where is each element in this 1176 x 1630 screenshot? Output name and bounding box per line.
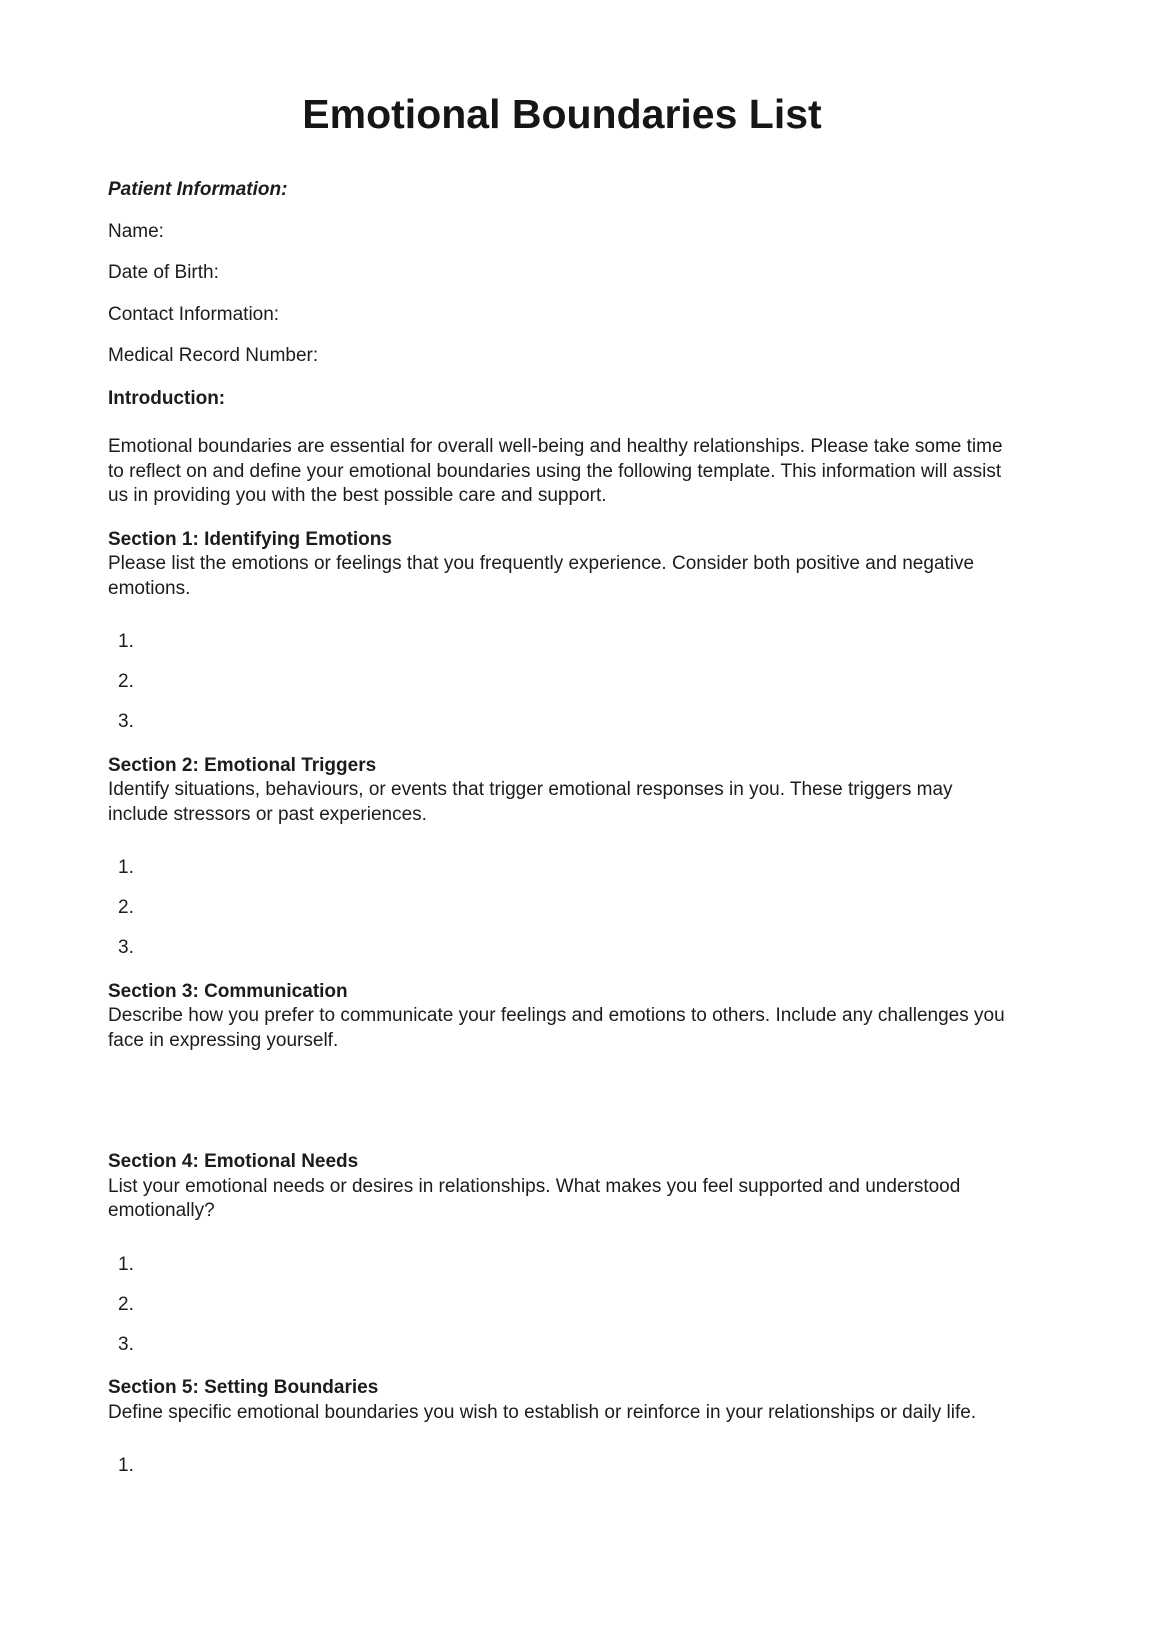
section-description: Define specific emotional boundaries you wish to establish or reinforce in your relationships or daily life. (108, 1401, 977, 1423)
section-description: Identify situations, behaviours, or events that trigger emotional responses in you. These triggers may include stressors or past experiences. (108, 779, 953, 825)
section-description: List your emotional needs or desires in relationships. What makes you feel supported and understood emotionally? (108, 1175, 961, 1221)
introduction-body: Emotional boundaries are essential for overall well-being and healthy relationships. Please take some time to reflect on and define your emotional boundaries using the following template. This information will assist us in providing you with the best possible care and support. (108, 436, 1003, 506)
numbered-list (108, 1253, 1016, 1358)
section-4-emotional-needs (108, 1150, 1016, 1357)
list-item: 1. (118, 631, 134, 652)
section-description: Please list the emotions or feelings that you frequently experience. Consider both positive and negative emotions. (108, 553, 975, 599)
list-item: 3. (118, 711, 134, 732)
section-5-setting-boundaries (108, 1376, 1016, 1479)
list-item: 2. (118, 897, 134, 918)
list-item: 2. (118, 1293, 134, 1315)
numbered-list (108, 630, 1016, 735)
page-title: Emotional Boundaries List (302, 91, 822, 137)
section-heading: Section 1: Identifying Emotions (108, 528, 392, 550)
list-item: 1. (118, 857, 134, 878)
list-item: 3. (118, 1333, 134, 1355)
patient-field-medical-record-number: Medical Record Number: (108, 345, 319, 366)
blank-answer-space (108, 1053, 1016, 1131)
list-item: 1. (118, 1455, 134, 1476)
numbered-list (108, 1454, 1016, 1479)
section-3-communication (108, 980, 1016, 1132)
section-1-identifying-emotions (108, 528, 1016, 735)
patient-field-contact-information: Contact Information: (108, 303, 280, 325)
list-item: 2. (118, 671, 134, 692)
section-heading: Section 5: Setting Boundaries (108, 1377, 379, 1398)
patient-field-date-of-birth: Date of Birth: (108, 262, 219, 283)
patient-field-name: Name: (108, 220, 164, 242)
section-heading: Section 4: Emotional Needs (108, 1151, 359, 1172)
patient-information-heading: Patient Information: (108, 179, 288, 200)
introduction-heading: Introduction: (108, 387, 226, 409)
section-2-emotional-triggers (108, 754, 1016, 961)
section-heading: Section 2: Emotional Triggers (108, 754, 377, 776)
list-item: 1. (118, 1253, 134, 1275)
numbered-list (108, 856, 1016, 961)
section-heading: Section 3: Communication (108, 980, 348, 1002)
list-item: 3. (118, 937, 134, 958)
section-description: Describe how you prefer to communicate your feelings and emotions to others. Include any challenges you face in expressing yourself. (108, 1005, 1005, 1051)
